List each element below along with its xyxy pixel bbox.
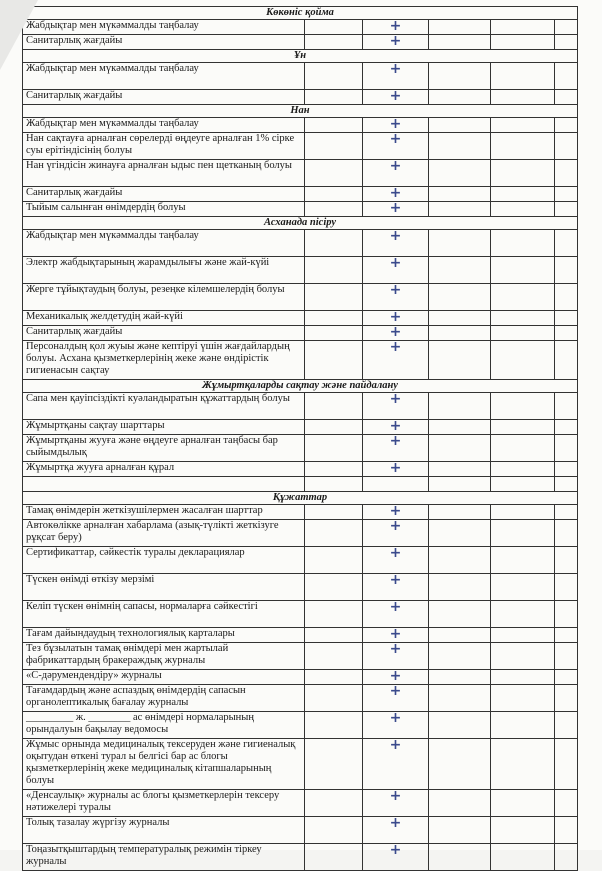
section-header-row — [23, 50, 578, 63]
empty-cell — [429, 63, 491, 90]
item-text: Жабдықтар мен мүкәммалды таңбалау — [23, 230, 305, 257]
empty-cell — [491, 844, 555, 871]
section-title: Құжаттар — [23, 492, 578, 505]
check-mark: + — [363, 790, 429, 817]
empty-cell — [305, 311, 363, 326]
check-mark: + — [363, 393, 429, 420]
empty-cell — [491, 202, 555, 217]
empty-cell — [429, 160, 491, 187]
table-row — [23, 790, 578, 817]
empty-cell — [429, 311, 491, 326]
check-mark: + — [363, 628, 429, 643]
table-row — [23, 712, 578, 739]
empty-cell — [429, 20, 491, 35]
table-row — [23, 739, 578, 790]
table-row — [23, 311, 578, 326]
empty-cell — [555, 326, 578, 341]
empty-cell — [555, 63, 578, 90]
item-text: Тез бұзылатын тамақ өнімдері мен жартылай фабрикаттардың бракераждық журналы — [23, 643, 305, 670]
empty-cell — [429, 670, 491, 685]
empty-cell — [555, 574, 578, 601]
table-row — [23, 601, 578, 628]
empty-cell — [305, 574, 363, 601]
empty-cell — [555, 844, 578, 871]
item-text: Тағамдардың және аспаздық өнімдердің сапасын органолептикалық бағалау журналы — [23, 685, 305, 712]
empty-cell — [429, 133, 491, 160]
empty-cell — [491, 670, 555, 685]
check-mark: + — [363, 643, 429, 670]
empty-cell — [491, 257, 555, 284]
spacer-row — [23, 477, 578, 492]
item-text: Электр жабдықтарының жарамдылығы және жай-күйі — [23, 257, 305, 284]
empty-cell — [305, 187, 363, 202]
empty-cell — [305, 790, 363, 817]
check-mark: + — [363, 505, 429, 520]
empty-cell — [429, 230, 491, 257]
empty-cell — [429, 628, 491, 643]
empty-cell — [491, 462, 555, 477]
empty-cell — [555, 505, 578, 520]
empty-cell — [491, 118, 555, 133]
item-text: Жұмыртқаны жууға және өңдеуге арналған таңбасы бар сыйымдылық — [23, 435, 305, 462]
empty-cell — [555, 90, 578, 105]
check-mark: + — [363, 35, 429, 50]
section-title: Нан — [23, 105, 578, 118]
empty-cell — [305, 739, 363, 790]
empty-cell — [491, 160, 555, 187]
check-mark: + — [363, 601, 429, 628]
item-text: Санитарлық жағдайы — [23, 90, 305, 105]
item-text: Механикалық желдетудің жай-күйі — [23, 311, 305, 326]
item-text: Нан үгіндісін жинауға арналған ыдыс пен щетканың болуы — [23, 160, 305, 187]
empty-cell — [555, 160, 578, 187]
table-row — [23, 420, 578, 435]
empty-cell — [555, 670, 578, 685]
item-text: Жабдықтар мен мүкәммалды таңбалау — [23, 20, 305, 35]
empty-cell — [429, 202, 491, 217]
check-mark: + — [363, 20, 429, 35]
item-text: Жабдықтар мен мүкәммалды таңбалау — [23, 63, 305, 90]
table-row — [23, 574, 578, 601]
empty-cell — [429, 284, 491, 311]
table-row — [23, 230, 578, 257]
empty-cell — [429, 420, 491, 435]
empty-cell — [491, 90, 555, 105]
item-text: Персоналдың қол жуыы және кептіруі үшін жағдайлардың болуы. Асхана қызметкерлерінің жеке және өндірістік гигиенасын сақтау — [23, 341, 305, 380]
empty-cell — [555, 790, 578, 817]
check-mark: + — [363, 90, 429, 105]
empty-cell — [491, 341, 555, 380]
empty-cell — [555, 817, 578, 844]
check-mark: + — [363, 685, 429, 712]
empty-cell — [305, 712, 363, 739]
table-row — [23, 435, 578, 462]
item-text: Тағам дайындаудың технологиялық карталары — [23, 628, 305, 643]
empty-cell — [363, 477, 429, 492]
table-row — [23, 133, 578, 160]
empty-cell — [555, 133, 578, 160]
table-row — [23, 628, 578, 643]
check-mark: + — [363, 844, 429, 871]
empty-cell — [429, 257, 491, 284]
empty-cell — [429, 477, 491, 492]
empty-cell — [305, 643, 363, 670]
empty-cell — [491, 420, 555, 435]
empty-cell — [429, 35, 491, 50]
empty-cell — [305, 505, 363, 520]
empty-cell — [555, 712, 578, 739]
empty-cell — [305, 326, 363, 341]
empty-cell — [555, 230, 578, 257]
empty-cell — [305, 202, 363, 217]
empty-cell — [305, 477, 363, 492]
table-row — [23, 160, 578, 187]
table-row — [23, 844, 578, 871]
checklist-body — [23, 7, 578, 871]
item-text: Нан сақтауға арналған сөрелерді өңдеуге арналған 1% сірке суы ерітіндісінің болуы — [23, 133, 305, 160]
empty-cell — [555, 462, 578, 477]
empty-cell — [555, 187, 578, 202]
table-row — [23, 118, 578, 133]
item-text: «С-дәрумендендіру» журналы — [23, 670, 305, 685]
empty-cell — [305, 160, 363, 187]
empty-cell — [555, 257, 578, 284]
empty-cell — [305, 35, 363, 50]
check-mark: + — [363, 133, 429, 160]
empty-cell — [491, 547, 555, 574]
table-row — [23, 643, 578, 670]
check-mark: + — [363, 574, 429, 601]
empty-cell — [555, 393, 578, 420]
empty-cell — [555, 35, 578, 50]
empty-cell — [429, 790, 491, 817]
empty-cell — [555, 311, 578, 326]
empty-cell — [491, 520, 555, 547]
check-mark: + — [363, 187, 429, 202]
empty-cell — [555, 643, 578, 670]
empty-cell — [429, 712, 491, 739]
empty-cell — [555, 20, 578, 35]
empty-cell — [491, 505, 555, 520]
empty-cell — [305, 20, 363, 35]
empty-cell — [491, 133, 555, 160]
empty-cell — [305, 420, 363, 435]
empty-cell — [429, 520, 491, 547]
empty-cell — [429, 574, 491, 601]
section-title: Жұмыртқаларды сақтау және пайдалану — [23, 380, 578, 393]
table-row — [23, 817, 578, 844]
empty-cell — [491, 790, 555, 817]
item-text: Сертификаттар, сәйкестік туралы декларациялар — [23, 547, 305, 574]
empty-cell — [305, 817, 363, 844]
empty-cell — [491, 435, 555, 462]
empty-cell — [491, 739, 555, 790]
table-row — [23, 505, 578, 520]
check-mark: + — [363, 284, 429, 311]
section-title: Асханада пісіру — [23, 217, 578, 230]
check-mark: + — [363, 160, 429, 187]
item-text: Түскен өнімді өткізу мерзімі — [23, 574, 305, 601]
empty-cell — [491, 230, 555, 257]
check-mark: + — [363, 520, 429, 547]
table-row — [23, 341, 578, 380]
check-mark: + — [363, 420, 429, 435]
empty-cell — [305, 670, 363, 685]
check-mark: + — [363, 817, 429, 844]
empty-cell — [305, 393, 363, 420]
empty-cell — [555, 284, 578, 311]
empty-cell — [491, 187, 555, 202]
empty-cell — [429, 326, 491, 341]
empty-cell — [429, 685, 491, 712]
empty-cell — [305, 63, 363, 90]
empty-cell — [429, 118, 491, 133]
check-mark: + — [363, 462, 429, 477]
empty-cell — [491, 712, 555, 739]
item-text: Толық тазалау жүргізу журналы — [23, 817, 305, 844]
check-mark: + — [363, 739, 429, 790]
empty-cell — [491, 477, 555, 492]
empty-cell — [429, 844, 491, 871]
checklist-table — [22, 6, 578, 871]
table-row — [23, 547, 578, 574]
check-mark: + — [363, 547, 429, 574]
empty-cell — [491, 326, 555, 341]
empty-cell — [305, 685, 363, 712]
empty-cell — [555, 477, 578, 492]
check-mark: + — [363, 712, 429, 739]
empty-cell — [491, 393, 555, 420]
empty-cell — [555, 341, 578, 380]
empty-cell — [305, 520, 363, 547]
table-row — [23, 685, 578, 712]
empty-cell — [305, 435, 363, 462]
item-text: Жұмыртқа жууға арналған құрал — [23, 462, 305, 477]
section-header-row — [23, 7, 578, 20]
empty-cell — [305, 90, 363, 105]
check-mark: + — [363, 118, 429, 133]
empty-cell — [305, 284, 363, 311]
check-mark: + — [363, 311, 429, 326]
empty-cell — [429, 601, 491, 628]
empty-cell — [429, 817, 491, 844]
item-text: Жабдықтар мен мүкәммалды таңбалау — [23, 118, 305, 133]
empty-cell — [491, 685, 555, 712]
empty-cell — [555, 520, 578, 547]
item-text: Автокөлікке арналған хабарлама (азық-түлікті жеткізуге рұқсат беру) — [23, 520, 305, 547]
item-text: Жұмыртқаны сақтау шарттары — [23, 420, 305, 435]
empty-cell — [555, 420, 578, 435]
empty-cell — [305, 118, 363, 133]
empty-cell — [305, 341, 363, 380]
empty-cell — [429, 739, 491, 790]
empty-cell — [491, 574, 555, 601]
table-row — [23, 187, 578, 202]
table-row — [23, 90, 578, 105]
table-row — [23, 284, 578, 311]
table-row — [23, 520, 578, 547]
table-row — [23, 670, 578, 685]
empty-cell — [429, 462, 491, 477]
empty-cell — [305, 462, 363, 477]
check-mark: + — [363, 63, 429, 90]
check-mark: + — [363, 202, 429, 217]
item-text: Тоңазытқыштардың температуралық режимін тіркеу журналы — [23, 844, 305, 871]
empty-cell — [23, 477, 305, 492]
item-text: «Денсаулық» журналы ас блогы қызметкерлерін тексеру нәтижелері туралы — [23, 790, 305, 817]
empty-cell — [429, 90, 491, 105]
section-header-row — [23, 105, 578, 118]
section-title: Ұн — [23, 50, 578, 63]
item-text: _________ ж. ________ ас өнімдері нормаларының орындалуын бақылау ведомосы — [23, 712, 305, 739]
empty-cell — [491, 817, 555, 844]
check-mark: + — [363, 230, 429, 257]
table-row — [23, 20, 578, 35]
table-row — [23, 63, 578, 90]
empty-cell — [491, 20, 555, 35]
item-text: Жерге тұйықтаудың болуы, резеңке кілемшелердің болуы — [23, 284, 305, 311]
empty-cell — [305, 257, 363, 284]
empty-cell — [555, 628, 578, 643]
empty-cell — [429, 435, 491, 462]
empty-cell — [305, 844, 363, 871]
table-row — [23, 257, 578, 284]
check-mark: + — [363, 257, 429, 284]
empty-cell — [429, 393, 491, 420]
empty-cell — [305, 601, 363, 628]
empty-cell — [429, 187, 491, 202]
empty-cell — [305, 628, 363, 643]
empty-cell — [555, 739, 578, 790]
item-text: Келіп түскен өнімнің сапасы, нормаларға сәйкестігі — [23, 601, 305, 628]
section-header-row — [23, 380, 578, 393]
item-text: Тамақ өнімдерін жеткізушілермен жасалған шарттар — [23, 505, 305, 520]
item-text: Тыйым салынған өнімдердің болуы — [23, 202, 305, 217]
item-text: Санитарлық жағдайы — [23, 187, 305, 202]
empty-cell — [555, 547, 578, 574]
empty-cell — [305, 133, 363, 160]
table-row — [23, 393, 578, 420]
empty-cell — [429, 643, 491, 670]
item-text: Санитарлық жағдайы — [23, 35, 305, 50]
empty-cell — [555, 685, 578, 712]
table-row — [23, 462, 578, 477]
empty-cell — [491, 311, 555, 326]
empty-cell — [491, 601, 555, 628]
check-mark: + — [363, 670, 429, 685]
empty-cell — [491, 63, 555, 90]
table-row — [23, 326, 578, 341]
check-mark: + — [363, 341, 429, 380]
empty-cell — [491, 284, 555, 311]
item-text: Сапа мен қауіпсіздікті куәландыратын құжаттардың болуы — [23, 393, 305, 420]
empty-cell — [429, 341, 491, 380]
table-row — [23, 35, 578, 50]
item-text: Санитарлық жағдайы — [23, 326, 305, 341]
empty-cell — [555, 202, 578, 217]
check-mark: + — [363, 326, 429, 341]
section-header-row — [23, 217, 578, 230]
empty-cell — [305, 230, 363, 257]
empty-cell — [555, 601, 578, 628]
section-header-row — [23, 492, 578, 505]
empty-cell — [305, 547, 363, 574]
folded-corner — [0, 0, 38, 70]
section-title: Көкөніс қойма — [23, 7, 578, 20]
empty-cell — [429, 547, 491, 574]
check-mark: + — [363, 435, 429, 462]
empty-cell — [491, 643, 555, 670]
table-row — [23, 202, 578, 217]
empty-cell — [491, 35, 555, 50]
empty-cell — [555, 435, 578, 462]
empty-cell — [429, 505, 491, 520]
empty-cell — [491, 628, 555, 643]
empty-cell — [555, 118, 578, 133]
item-text: Жұмыс орнында медициналық тексеруден және гигиеналық оқытудан өткені турал ы белгісі бар ас блогы қызметкерлерінің жеке медициналық кітапшаларының болуы — [23, 739, 305, 790]
